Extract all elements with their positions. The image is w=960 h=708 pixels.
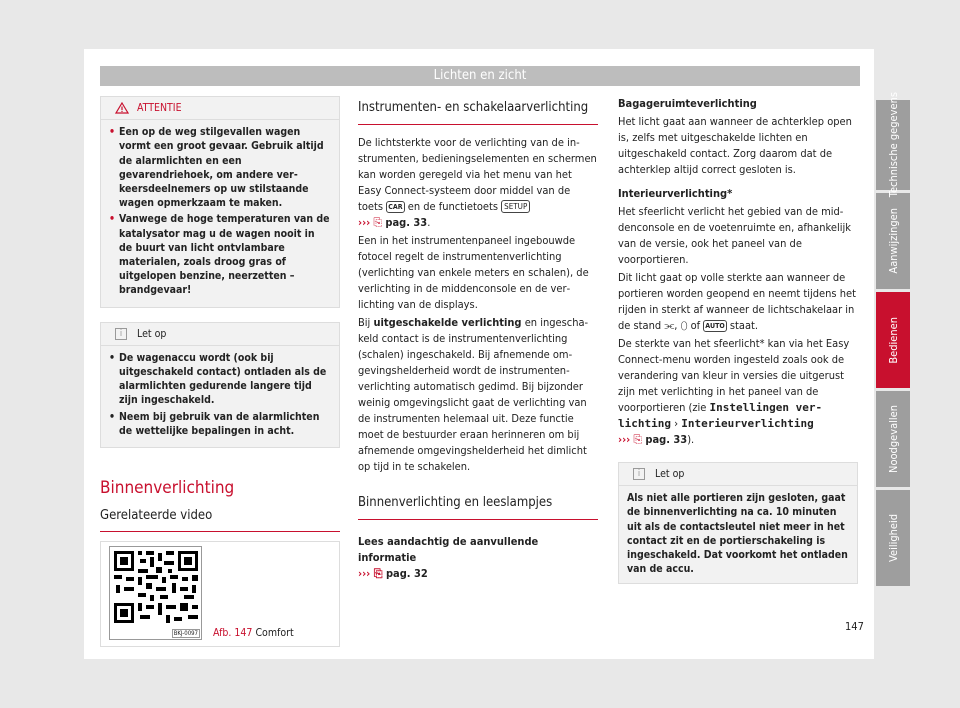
- body-text: [358, 135, 598, 475]
- page-ref-link[interactable]: pag. 32: [385, 567, 428, 580]
- setup-key: SETUP: [501, 200, 530, 213]
- warning-label: ATTENTIE: [137, 102, 182, 114]
- info-icon: i: [115, 328, 127, 340]
- tab-bedienen[interactable]: Bedienen: [876, 292, 910, 388]
- menu-path-1: Instellingen verlichting: [618, 401, 823, 430]
- figure-caption: [213, 627, 294, 639]
- menu-path-2: Interieurverlichting: [681, 417, 814, 430]
- tab-technische-gegevens[interactable]: Technische gegevens: [876, 100, 910, 190]
- note-label: Let op: [137, 327, 167, 340]
- warning-box: [100, 96, 340, 308]
- paragraph: Het sfeerlicht verlicht het gebied van de middenconsole en de voetenruimte en, afhankelijk van de versie, ook het paneel van de voorportieren.: [618, 205, 851, 266]
- paragraph: Bij uitgeschakelde verlichting en ingeschakeld contact is de instrumentenverlichting (schalen) ingeschakeld. Bij afnemende omgevingshelderheid wordt de instrumentenverlichting automatisch gedimd. Bij bijzonder weinig omgevingslicht gaat de verlichting van de instrumenten helemaal uit. Deze functie moet de bestuurder eraan herinneren om bij afnemende omgevingshelderheid het dimlicht op tijd in te schakelen.: [358, 316, 589, 473]
- paragraph: Lees aandachtig de aanvullende informatie ››› ⎘ pag. 32: [358, 535, 539, 580]
- page-ref-link[interactable]: pag. 33: [645, 433, 688, 446]
- warning-header: [101, 97, 339, 120]
- section-title: Binnenverlichting: [100, 478, 235, 499]
- page-number: 147: [845, 620, 864, 633]
- tab-noodgevallen[interactable]: Noodgevallen: [876, 391, 910, 487]
- tab-veiligheid[interactable]: Veiligheid: [876, 490, 910, 586]
- chapter-tabs: [876, 92, 910, 589]
- warning-icon: [115, 102, 129, 114]
- tab-aanwijzingen[interactable]: Aanwijzingen: [876, 193, 910, 289]
- list-item: • Vanwege de hoge temperaturen van de katalysator mag u de wagen nooit in de buurt van licht ontvlambare materialen, zoals droog gras of uitgelopen benzine, neerzetten – brandgevaar!: [109, 213, 330, 297]
- auto-icon: AUTO: [705, 322, 725, 330]
- paragraph: Dit licht gaat op volle sterkte aan wanneer de portieren worden geopend en neemt tijdens het rijden in sterkt af wanneer de lichtschakelaar in de stand ⫘, ⬯ of AUTO staat.: [618, 271, 856, 332]
- list-item: • Neem bij gebruik van de alarmlichten de wettelijke bepalingen in acht.: [109, 410, 320, 437]
- qr-code[interactable]: [109, 546, 202, 640]
- paragraph: De sterkte van het sfeerlicht* kan via het Easy Connect-menu worden ingesteld zoals ook de verandering van kleur in versies die uitgerust zijn met verlichting in het paneel van de voorportieren (zie Instellingen verlichting › Interieurverlichting ››› ⎘ pag. 33).: [618, 337, 850, 446]
- list-item: • De wagenaccu wordt (ook bij uitgeschakeld contact) ontladen als de alarmlichten gedurende langere tijd zijn ingeschakeld.: [109, 351, 327, 407]
- column-1: [100, 96, 340, 647]
- ref-arrow: ›››: [358, 567, 371, 580]
- subheading: Interieurverlichting*: [618, 187, 733, 200]
- body-text: [358, 534, 598, 582]
- heading-reading-lamps: Binnenverlichting en leeslampjes: [358, 495, 598, 520]
- book-icon: ⎘: [633, 433, 643, 446]
- car-key-icon: CAR: [388, 203, 403, 211]
- section-subtitle: Gerelateerde video: [100, 508, 340, 532]
- light-switch-icons: ⫘, ⬯: [664, 319, 688, 332]
- book-icon: ⎘: [373, 567, 383, 580]
- ref-arrow: ›››: [618, 433, 631, 446]
- book-icon: ⎘: [373, 216, 383, 229]
- warning-body: [101, 120, 339, 306]
- ref-arrow: ›››: [358, 216, 371, 229]
- note-body: Als niet alle portieren zijn gesloten, gaat de binnenverlichting na ca. 10 minuten uit als de contactsleutel niet meer in het contact zit en de portierschakeling is ingeschakeld. Dat voorkomt het ontladen van de accu.: [627, 492, 848, 576]
- note-box: [618, 462, 858, 584]
- paragraph: De lichtsterkte voor de verlichting van de instrumenten, bedieningselementen en schermen kan worden geregeld via het menu van het Easy Connect-systeem door middel van de toets CAR en de functietoets SETUP ››› ⎘ pag. 33.: [358, 136, 597, 229]
- paragraph: Het licht gaat aan wanneer de achterklep open is, zelfs met uitgeschakelde lichten en uitgeschakeld contact. Zorg daarom dat de achterklep altijd correct gesloten is.: [618, 115, 852, 176]
- note-header: [101, 323, 339, 346]
- paragraph: Een in het instrumentenpaneel ingebouwde fotocel regelt de instrumentenverlichting (verlichting van enkele meters en schalen), de verlichting in de middenconsole en de verlichting van de displays.: [358, 234, 589, 311]
- body-text: [618, 96, 858, 448]
- page-ref-link[interactable]: pag. 33: [385, 216, 428, 229]
- list-item: • Een op de weg stilgevallen wagen vormt een groot gevaar. Gebruik altijd de alarmlichten en een gevarendriehoek, om andere verkeersdeelnemers op uw stilstaande wagen opmerkzaam te maken.: [109, 126, 324, 210]
- video-code: BKJ-0097: [173, 630, 198, 638]
- note-body: [101, 346, 339, 447]
- info-icon: i: [633, 468, 645, 480]
- note-box: [100, 322, 340, 448]
- heading-instrument-lighting: Instrumenten- en schakelaarverlichting: [358, 100, 598, 125]
- subheading: Bagageruimteverlichting: [618, 97, 757, 110]
- page-header: Lichten en zicht: [100, 66, 860, 86]
- qr-code-icon: [110, 547, 203, 627]
- figure-number: Afb. 147: [213, 627, 253, 640]
- column-3: [618, 96, 858, 584]
- note-header: [619, 463, 857, 486]
- column-2: [358, 96, 598, 584]
- figure-title: Comfort: [255, 627, 294, 640]
- video-panel[interactable]: [100, 541, 340, 647]
- note-label: Let op: [655, 468, 685, 480]
